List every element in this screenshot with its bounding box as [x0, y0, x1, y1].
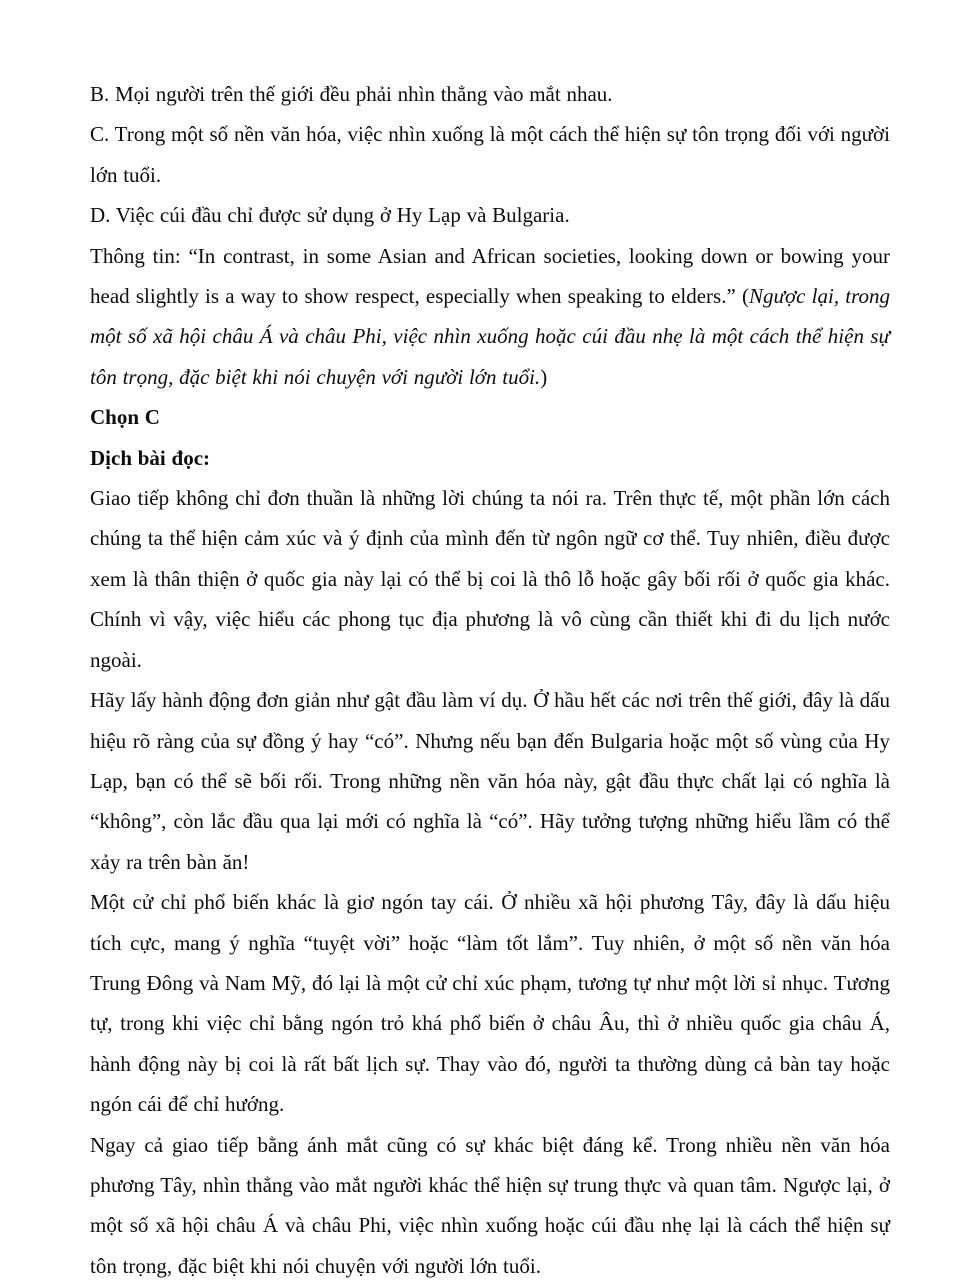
text-run: Ngược lại, trong một số xã hội châu Á và châu Phi, việc nhìn xuống hoặc cúi đầu nhẹ là một cách thể hiện sự tôn trọng, đặc biệt khi nói chuyện với người lớn tuổi. — [90, 284, 891, 389]
translation-paragraph-4 — [90, 1125, 890, 1286]
text-run: C. Trong một số nền văn hóa, việc nhìn xuống là một cách thể hiện sự tôn trọng đối với người lớn tuổi. — [90, 122, 890, 187]
translation-paragraph-1 — [90, 478, 890, 680]
text-run: D. Việc cúi đầu chỉ được sử dụng ở Hy Lạp và Bulgaria. — [90, 203, 570, 228]
evidence-paragraph — [90, 236, 890, 398]
text-run: Ngay cả giao tiếp bằng ánh mắt cũng có sự khác biệt đáng kể. Trong nhiều nền văn hóa phương Tây, nhìn thẳng vào mắt người khác thể hiện sự trung thực và quan tâm. Ngược lại, ở một số xã hội châu Á và châu Phi, việc nhìn xuống hoặc cúi đầu nhẹ lại là cách thể hiện sự tôn trọng, đặc biệt khi nói chuyện với người lớn tuổi. — [90, 1132, 890, 1278]
option-b — [90, 74, 890, 114]
text-run: ) — [540, 364, 548, 389]
translation-paragraph-2 — [90, 680, 890, 882]
option-d — [90, 195, 890, 235]
text-run: Thông tin: “In contrast, in some Asian and African societies, looking down or bowing your head slightly is a way to show respect, especially when speaking to elders.” ( — [90, 243, 890, 309]
answer-choice — [90, 397, 890, 437]
translation-heading — [90, 438, 890, 478]
translation-paragraph-3 — [90, 882, 890, 1124]
text-run: Giao tiếp không chỉ đơn thuần là những lời chúng ta nói ra. Trên thực tế, một phần lớn cách chúng ta thể hiện cảm xúc và ý định của mình đến từ ngôn ngữ cơ thể. Tuy nhiên, điều được xem là thân thiện ở quốc gia này lại có thể bị coi là thô lỗ hoặc gây bối rối ở quốc gia khác. Chính vì vậy, việc hiểu các phong tục địa phương là vô cùng cần thiết khi đi du lịch nước ngoài. — [90, 486, 890, 672]
text-run: Hãy lấy hành động đơn giản như gật đầu làm ví dụ. Ở hầu hết các nơi trên thế giới, đây là dấu hiệu rõ ràng của sự đồng ý hay “có”. Nhưng nếu bạn đến Bulgaria hoặc một số vùng của Hy Lạp, bạn có thể sẽ bối rối. Trong những nền văn hóa này, gật đầu thực chất lại có nghĩa là “không”, còn lắc đầu qua lại mới có nghĩa là “có”. Hãy tưởng tượng những hiểu lầm có thể xảy ra trên bàn ăn! — [90, 688, 890, 874]
text-run: Một cử chỉ phổ biến khác là giơ ngón tay cái. Ở nhiều xã hội phương Tây, đây là dấu hiệu tích cực, mang ý nghĩa “tuyệt vời” hoặc “làm tốt lắm”. Tuy nhiên, ở một số nền văn hóa Trung Đông và Nam Mỹ, đó lại là một cử chỉ xúc phạm, tương tự như một lời sỉ nhục. Tương tự, trong khi việc chỉ bằng ngón trỏ khá phổ biến ở châu Âu, thì ở nhiều quốc gia châu Á, hành động này bị coi là rất bất lịch sự. Thay vào đó, người ta thường dùng cả bàn tay hoặc ngón cái để chỉ hướng. — [90, 890, 890, 1117]
option-c — [90, 114, 890, 195]
text-run: B. Mọi người trên thế giới đều phải nhìn thẳng vào mắt nhau. — [90, 82, 613, 106]
text-run: Chọn C — [90, 405, 160, 430]
document-body — [90, 74, 890, 1286]
text-run: Dịch bài đọc: — [90, 445, 211, 470]
